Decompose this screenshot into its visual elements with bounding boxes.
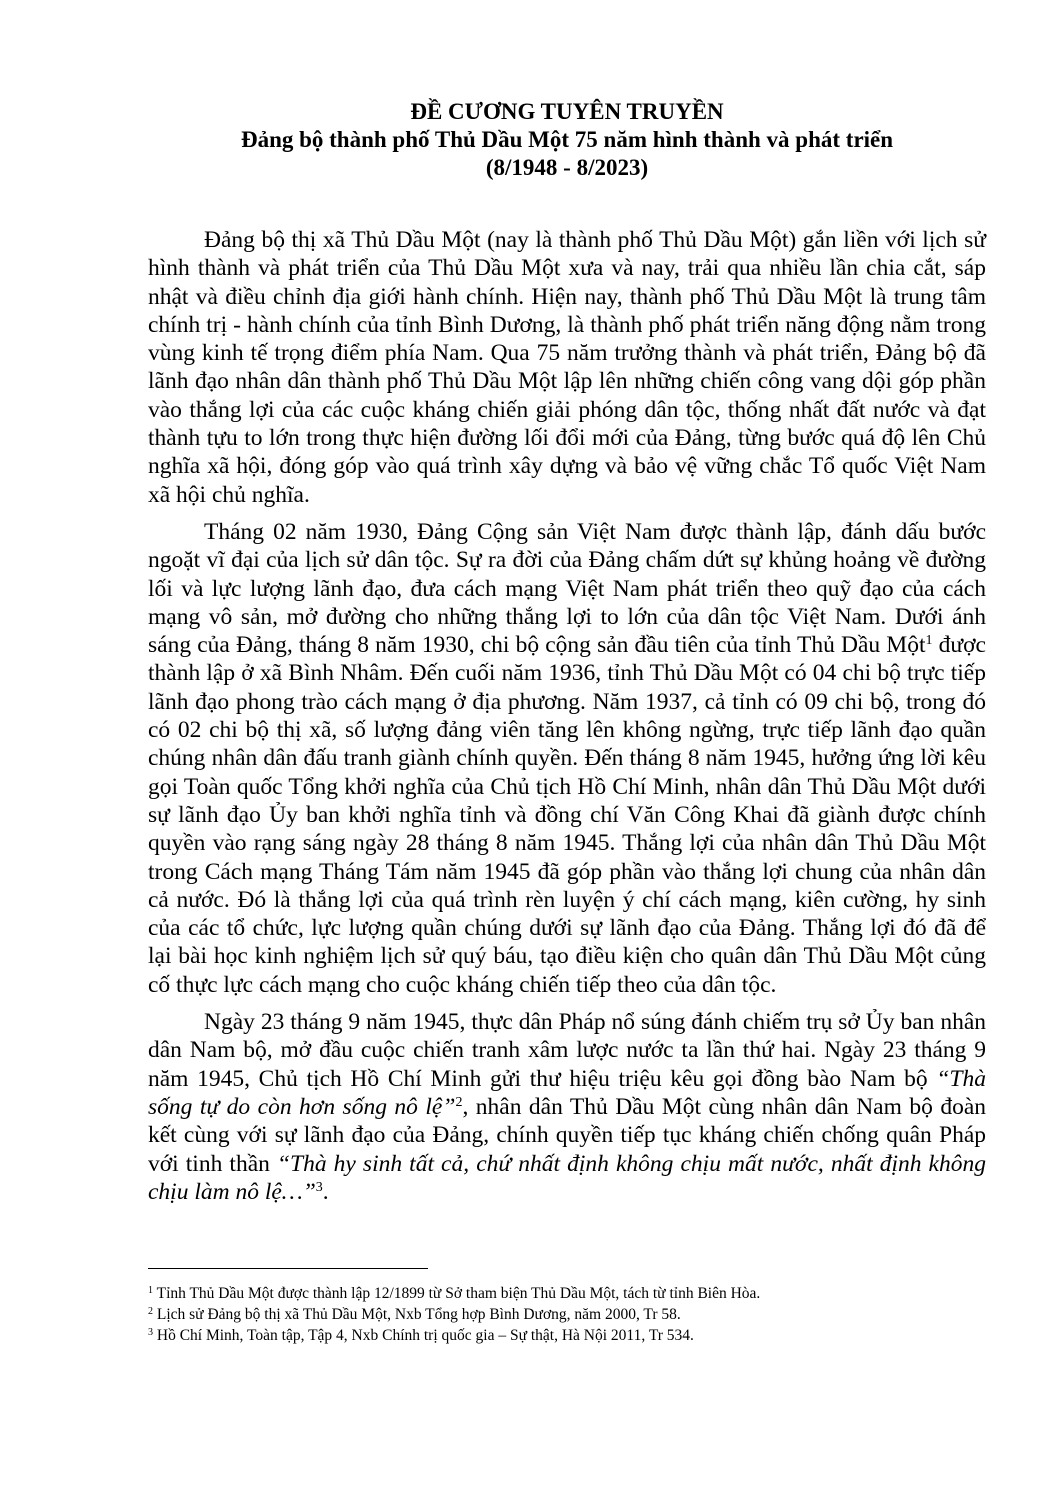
footnote-number: 3 xyxy=(148,1327,153,1338)
paragraph-3 xyxy=(148,1008,986,1206)
footnote-2 xyxy=(148,1304,986,1325)
document-subtitle: Đảng bộ thành phố Thủ Dầu Một 75 năm hình thành và phát triển xyxy=(240,127,894,152)
footnote-ref-3: 3 xyxy=(315,1179,323,1195)
footnote-text: Lịch sử Đảng bộ thị xã Thủ Dầu Một, Nxb Tổng hợp Bình Dương, năm 2000, Tr 58. xyxy=(153,1306,681,1323)
paragraph-2 xyxy=(148,518,986,999)
paragraph-2-part-b: được thành lập ở xã Bình Nhâm. Đến cuối năm 1936, tỉnh Thủ Dầu Một có 04 chi bộ trực tiếp lãnh đạo phong trào cách mạng ở địa phương. Năm 1937, cả tỉnh có 09 chi bộ, trong đó có 02 chi bộ thị xã, số lượng đảng viên tăng lên không ngừng, trực tiếp lãnh đạo quần chúng nhân dân đấu tranh giành chính quyền. Đến tháng 8 năm 1945, hưởng ứng lời kêu gọi Toàn quốc Tổng khởi nghĩa của Chủ tịch Hồ Chí Minh, nhân dân Thủ Dầu Một dưới sự lãnh đạo Ủy ban khởi nghĩa tỉnh và đồng chí Văn Công Khai đã giành được chính quyền vào rạng sáng ngày 28 tháng 8 năm 1945. Thắng lợi của nhân dân Thủ Dầu Một trong Cách mạng Tháng Tám năm 1945 đã góp phần vào thắng lợi chung của nhân dân cả nước. Đó là thắng lợi của quá trình rèn luyện ý chí cách mạng, kiên cường, hy sinh của các tổ chức, lực lượng quần chúng dưới sự lãnh đạo của Đảng. Thắng lợi đó đã để lại bài học kinh nghiệm lịch sử quý báu, tạo điều kiện cho quân dân Thủ Dầu Một củng cố thực lực cách mạng cho cuộc kháng chiến tiếp theo của dân tộc. xyxy=(148,632,986,998)
paragraph-1: Đảng bộ thị xã Thủ Dầu Một (nay là thành phố Thủ Dầu Một) gắn liền với lịch sử hình thành và phát triển của Thủ Dầu Một xưa và nay, trải qua nhiều lần chia cắt, sáp nhật và điều chỉnh địa giới hành chính. Hiện nay, thành phố Thủ Dầu Một là trung tâm chính trị - hành chính của tỉnh Bình Dương, là thành phố phát triển năng động nằm trong vùng kinh tế trọng điểm phía Nam. Qua 75 năm trưởng thành và phát triển, Đảng bộ đã lãnh đạo nhân dân thành phố Thủ Dầu Một lập lên những chiến công vang dội góp phần vào thắng lợi của các cuộc kháng chiến giải phóng dân tộc, thống nhất đất nước và đạt thành tựu to lớn trong thực hiện đường lối đổi mới của Đảng, từng bước quá độ lên Chủ nghĩa xã hội, đóng góp vào quá trình xây dựng và bảo vệ vững chắc Tổ quốc Việt Nam xã hội chủ nghĩa. xyxy=(148,227,986,508)
paragraph-2-part-a: Tháng 02 năm 1930, Đảng Cộng sản Việt Nam được thành lập, đánh dấu bước ngoặt vĩ đại của lịch sử dân tộc. Sự ra đời của Đảng chấm dứt sự khủng hoảng về đường lối và lực lượng lãnh đạo, đưa cách mạng Việt Nam phát triển theo quỹ đạo của cách mạng vô sản, mở đường cho những thắng lợi to lớn của dân tộc Việt Nam. Dưới ánh sáng của Đảng, tháng 8 năm 1930, chi bộ cộng sản đầu tiên của tỉnh Thủ Dầu Một xyxy=(148,518,986,659)
document-period: (8/1948 - 8/2023) xyxy=(485,155,649,180)
footnote-number: 1 xyxy=(148,1285,153,1296)
footnote-3 xyxy=(148,1325,986,1346)
paragraph-3-part-c: . xyxy=(322,1178,329,1205)
paragraph-3-part-a: Ngày 23 tháng 9 năm 1945, thực dân Pháp nổ súng đánh chiếm trụ sở Ủy ban nhân dân Nam bộ, mở đầu cuộc chiến tranh xâm lược nước ta lần thứ hai. Ngày 23 tháng 9 năm 1945, Chủ tịch Hồ Chí Minh gửi thư hiệu triệu kêu gọi đồng bào Nam bộ xyxy=(148,1009,986,1092)
quote-1: “Thà sống tự do còn hơn sống nô lệ” xyxy=(148,1065,986,1120)
footnote-ref-2: 2 xyxy=(455,1094,463,1110)
document-body xyxy=(148,226,986,1215)
footnotes xyxy=(148,1283,986,1346)
quote-2: “Thà hy sinh tất cả, chứ nhất định không chịu mất nước, nhất định không chịu làm nô lệ…” xyxy=(148,1150,986,1205)
document-header xyxy=(148,98,986,182)
footnote-ref-1: 1 xyxy=(925,633,933,649)
document-title: ĐỀ CƯƠNG TUYÊN TRUYỀN xyxy=(410,99,724,124)
footnote-number: 2 xyxy=(148,1306,153,1317)
footnote-separator xyxy=(148,1268,428,1269)
footnote-text: Tỉnh Thủ Dầu Một được thành lập 12/1899 từ Sở tham biện Thủ Dầu Một, tách từ tỉnh Biên Hòa. xyxy=(153,1285,761,1302)
footnote-text: Hồ Chí Minh, Toàn tập, Tập 4, Nxb Chính trị quốc gia – Sự thật, Hà Nội 2011, Tr 534. xyxy=(153,1327,694,1344)
paragraph-3-part-b: , nhân dân Thủ Dầu Một cùng nhân dân Nam bộ đoàn kết cùng với sự lãnh đạo của Đảng, chính quyền tiếp tục kháng chiến chống quân Pháp với tinh thần xyxy=(148,1093,986,1177)
footnote-1 xyxy=(148,1283,986,1304)
